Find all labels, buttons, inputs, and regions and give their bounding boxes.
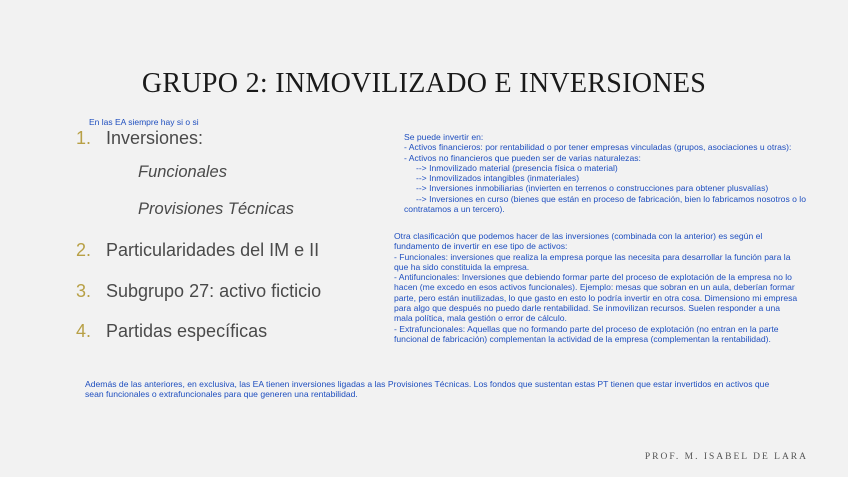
- note-line: - Antifuncionales: Inversiones que debiendo formar parte del proceso de explotación de la empresa no lo: [394, 272, 792, 283]
- sublist-item: Provisiones Técnicas: [138, 200, 294, 218]
- note-line: sean funcionales o extrafuncionales para que generen una rentabilidad.: [85, 389, 358, 400]
- note-line: Se puede invertir en:: [404, 132, 484, 142]
- note-line: hacen (me excedo en esos activos funcionales). Ejemplo: mesas que sobran en un aula, deberían formar: [394, 282, 795, 293]
- list-number: 3.: [76, 281, 92, 301]
- list-item: [76, 240, 319, 261]
- list-label: Partidas específicas: [106, 321, 268, 341]
- list-label: Subgrupo 27: activo ficticio: [106, 281, 322, 301]
- note-line: - Extrafuncionales: Aquellas que no formando parte del proceso de explotación (no entran en la parte: [394, 323, 779, 334]
- note-line: parte, pero están inutilizadas, lo que gasto en esto lo podría invertir en otra cosa. Dimensiono mi empresa: [394, 292, 798, 303]
- note-investments: [404, 132, 806, 214]
- note-line: para algo que después no puedo darle rentabilidad. Se inmovilizan recursos. Suelen responder a una: [394, 303, 781, 314]
- note-line: - Activos financieros: por rentabilidad o por tener empresas vinculadas (grupos, asociaciones u otras):: [404, 142, 792, 153]
- note-line: --> Inmovilizados intangibles (inmateriales): [404, 173, 580, 184]
- note-line: Además de las anteriores, en exclusiva, las EA tienen inversiones ligadas a las Provisiones Técnicas. Los fondos que sustentan estas PT tienen que estar invertidos en activos que: [85, 379, 770, 389]
- footer-author: PROF. M. ISABEL DE LARA: [644, 452, 808, 462]
- list-label: Inversiones:: [106, 128, 204, 148]
- list-number: 4.: [76, 321, 92, 341]
- note-line: --> Inversiones inmobiliarias (invierten en terrenos o construcciones para obtener plusvalías): [404, 183, 769, 194]
- note-line: fundamento de invertir en ese tipo de activos:: [394, 241, 568, 252]
- note-line: --> Inversiones en curso (bienes que están en proceso de fabricación, bien lo fabricamos nosotros o lo: [404, 193, 806, 204]
- note-bottom: [85, 379, 769, 400]
- note-line: contratamos a un tercero).: [404, 204, 505, 215]
- note-line: funcional de fabricación) complementan la actividad de la empresa (complementan la rentabilidad).: [394, 333, 771, 344]
- list-item: [76, 281, 321, 302]
- note-line: mala política, mala gestión o error de cálculo.: [394, 313, 567, 324]
- note-line: Otra clasificación que podemos hacer de las inversiones (combinada con la anterior) es según el: [394, 231, 763, 241]
- note-line: que ha sido constituida la empresa.: [394, 261, 530, 272]
- note-line: - Funcionales: inversiones que realiza la empresa porque las necesita para desarrollar la función para la: [394, 251, 791, 262]
- list-number: 1.: [76, 128, 92, 148]
- note-classification: [394, 231, 797, 344]
- note-line: --> Inmovilizado material (presencia física o material): [404, 162, 618, 173]
- list-item: [76, 128, 203, 149]
- list-number: 2.: [76, 240, 92, 260]
- slide-title: GRUPO 2: INMOVILIZADO E INVERSIONES: [141, 68, 707, 99]
- list-item: [76, 321, 267, 342]
- list-label: Particularidades del IM e II: [106, 240, 320, 260]
- note-line: - Activos no financieros que pueden ser de varias naturalezas:: [404, 152, 641, 163]
- sublist-item: Funcionales: [138, 163, 227, 181]
- note-top: En las EA siempre hay si o si: [89, 117, 199, 127]
